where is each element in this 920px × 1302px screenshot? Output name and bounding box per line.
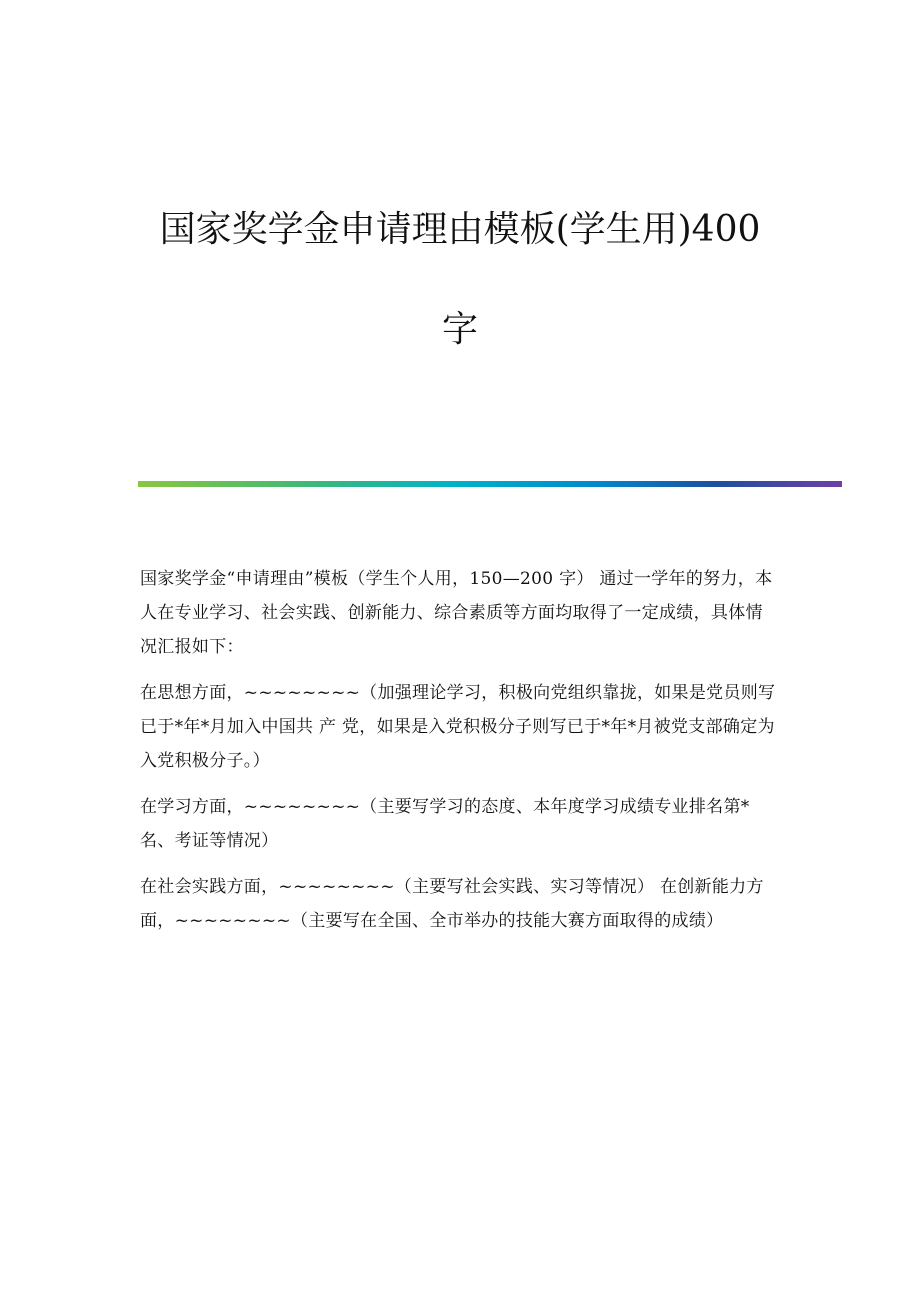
paragraph-practice-innovation: 在社会实践方面，~~~~~~~~（主要写社会实践、实习等情况） 在创新能力方面，~~~~~~~~（主要写在全国、全市举办的技能大赛方面取得的成绩） — [140, 877, 764, 931]
paragraph-study: 在学习方面，~~~~~~~~（主要写学习的态度、本年度学习成绩专业排名第*名、考证等情况） — [140, 797, 750, 851]
gradient-divider — [138, 481, 842, 487]
document-title-continuation: 字 — [441, 309, 478, 350]
document-title: 国家奖学金申请理由模板(学生用)400 — [159, 209, 761, 250]
paragraph-ideology: 在思想方面，~~~~~~~~（加强理论学习，积极向党组织靠拢，如果是党员则写已于*年*月加入中国共 产 党，如果是入党积极分子则写已于*年*月被党支部确定为入党积极分子。） — [140, 683, 776, 771]
document-body — [140, 562, 780, 950]
paragraph-intro: 国家奖学金“申请理由”模板（学生个人用，150—200 字） 通过一学年的努力，本人在专业学习、社会实践、创新能力、综合素质等方面均取得了一定成绩，具体情况汇报如下： — [140, 569, 773, 657]
